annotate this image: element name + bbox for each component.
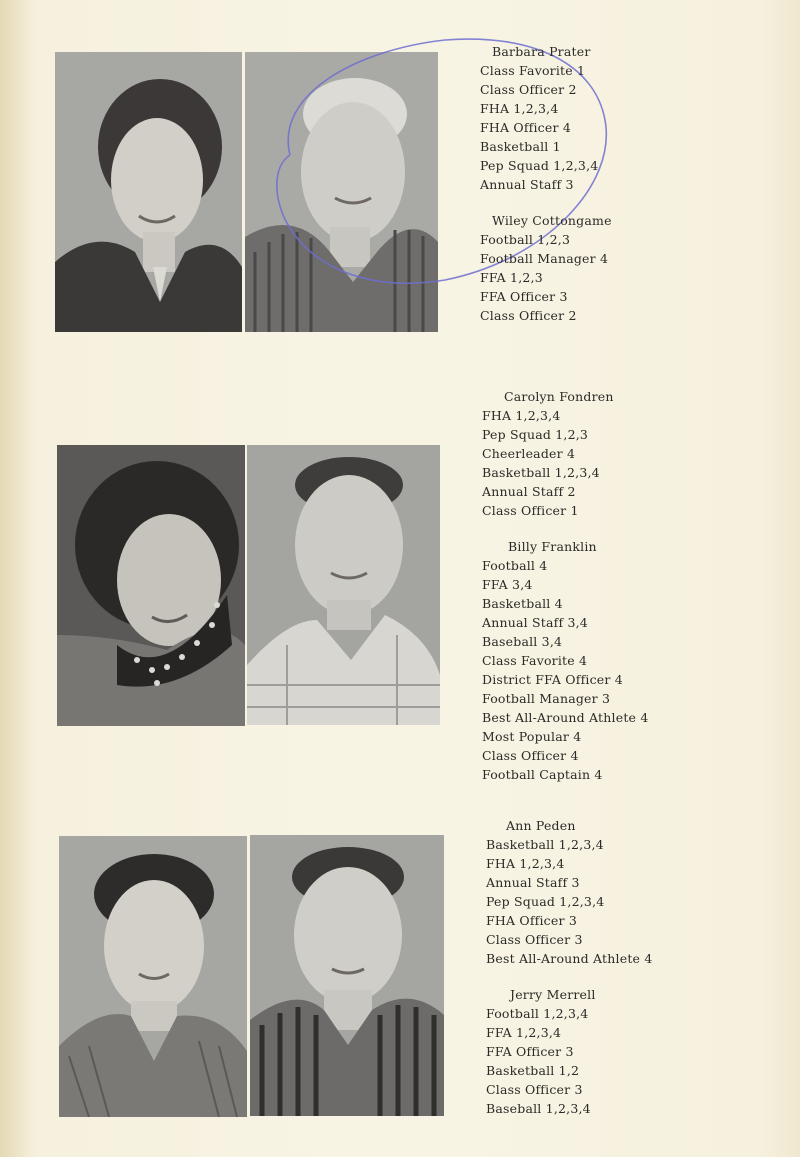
activity-line: FFA Officer 3: [480, 289, 568, 304]
student-name: Wiley Cottongame: [492, 213, 612, 228]
portrait-photo-barbara: [55, 52, 242, 332]
portrait-photo-ann: [59, 836, 247, 1117]
activity-line: FFA 1,2,3,4: [486, 1025, 562, 1040]
paper-edge-stain: [0, 0, 30, 1157]
activity-line: Annual Staff 3: [486, 875, 580, 890]
activity-line: FFA 1,2,3: [480, 270, 543, 285]
student-name: Billy Franklin: [508, 539, 597, 554]
activity-line: Basketball 1,2,3,4: [486, 837, 604, 852]
activity-line: Football 4: [482, 558, 548, 573]
caption-group-row2: [482, 387, 648, 784]
activity-line: Class Favorite 4: [482, 653, 588, 668]
activity-line: Football Manager 3: [482, 691, 611, 706]
activity-line: Class Officer 3: [486, 932, 583, 947]
activity-line: Baseball 1,2,3,4: [486, 1101, 591, 1116]
caption-group-row3: [486, 816, 652, 1118]
activity-line: Football 1,2,3: [480, 232, 571, 247]
activity-line: Class Officer 3: [486, 1082, 583, 1097]
activity-line: Annual Staff 3,4: [482, 615, 588, 630]
activity-line: FFA Officer 3: [486, 1044, 574, 1059]
activity-line: Basketball 1: [480, 139, 561, 154]
student-name: Carolyn Fondren: [504, 389, 614, 404]
activity-line: FHA 1,2,3,4: [482, 408, 561, 423]
activity-line: FHA Officer 4: [480, 120, 571, 135]
activity-line: Annual Staff 2: [482, 484, 576, 499]
activity-line: Pep Squad 1,2,3,4: [480, 158, 599, 173]
activity-line: Baseball 3,4: [482, 634, 563, 649]
portrait-photo-jerry: [250, 835, 444, 1116]
activity-line: District FFA Officer 4: [482, 672, 623, 687]
activity-line: FHA 1,2,3,4: [480, 101, 559, 116]
activity-line: Best All-Around Athlete 4: [482, 710, 649, 725]
student-name: Barbara Prater: [492, 44, 591, 59]
activity-line: Pep Squad 1,2,3: [482, 427, 589, 442]
activity-line: Basketball 1,2,3,4: [482, 465, 600, 480]
portrait-photo-billy: [247, 445, 440, 725]
activity-line: Basketball 1,2: [486, 1063, 580, 1078]
activity-line: FHA Officer 3: [486, 913, 577, 928]
activity-line: Cheerleader 4: [482, 446, 576, 461]
student-name: Ann Peden: [506, 818, 576, 833]
activity-line: Class Officer 2: [480, 308, 577, 323]
activity-line: Football Manager 4: [480, 251, 609, 266]
activity-line: Annual Staff 3: [480, 177, 574, 192]
portrait-photo-carolyn: [57, 445, 245, 726]
caption-group-row1: [480, 42, 612, 325]
activity-line: Basketball 4: [482, 596, 563, 611]
activity-line: Football Captain 4: [482, 767, 603, 782]
activity-line: Pep Squad 1,2,3,4: [486, 894, 605, 909]
portrait-photo-wiley: [245, 52, 438, 332]
activity-line: Best All-Around Athlete 4: [486, 951, 653, 966]
activity-line: Class Officer 2: [480, 82, 577, 97]
activity-line: Most Popular 4: [482, 729, 582, 744]
activity-line: Class Officer 1: [482, 503, 579, 518]
student-name: Jerry Merrell: [510, 987, 596, 1002]
activity-line: FHA 1,2,3,4: [486, 856, 565, 871]
activity-line: Football 1,2,3,4: [486, 1006, 589, 1021]
activity-line: Class Favorite 1: [480, 63, 586, 78]
activity-line: FFA 3,4: [482, 577, 533, 592]
activity-line: Class Officer 4: [482, 748, 579, 763]
